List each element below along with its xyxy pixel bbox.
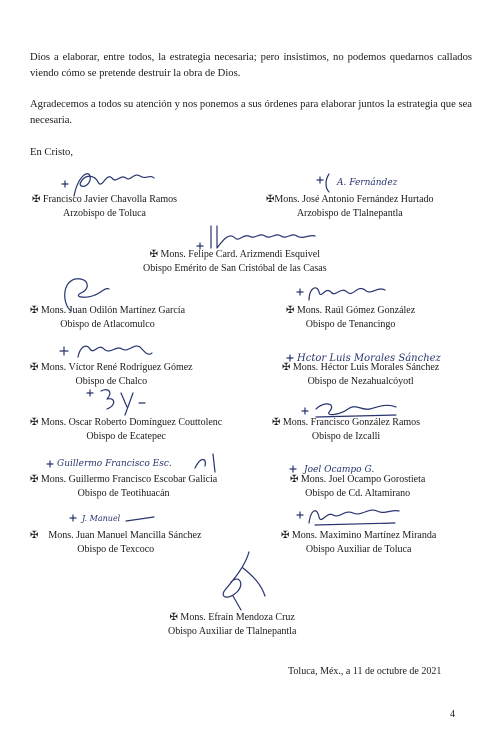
signatory-block: [282, 361, 439, 388]
signatory-block: [286, 304, 415, 331]
signature-dominguez: [85, 385, 175, 417]
signatory-block: [32, 193, 177, 220]
signatory-block: [281, 529, 436, 556]
closing-paragraph: Dios a elaborar, entre todos, la estrategia necesaria; pero insistimos, no podemos quedarnos callados viendo cómo se pretende destruir la obra de Dios.: [30, 52, 472, 79]
signatory-block: [30, 361, 193, 388]
thanks-paragraph: Agradecemos a todos su atención y nos ponemos a sus órdenes para elaborar juntos la estrategia que sea necesaria.: [30, 99, 472, 126]
signatory-name: ✠ Mons. Oscar Roberto Domínguez Couttolenc: [30, 417, 223, 428]
signatory-title: Arzobispo de Tlalnepantla: [296, 207, 403, 219]
signatory-title: Obispo de Nezahualcóyotl: [307, 375, 414, 387]
signatory-block: [30, 416, 222, 443]
signatory-block: [143, 248, 327, 275]
signatory-block: [30, 473, 217, 500]
svg-text:A. Fernández: A. Fernández: [337, 178, 398, 188]
salutation: En Cristo,: [30, 147, 73, 158]
svg-text:J. Manuel: J. Manuel: [82, 514, 121, 523]
signature-mendoza: [205, 548, 275, 614]
signatory-block: [266, 193, 434, 220]
signatory-name: ✠ Mons. Felipe Card. Arizmendi Esquivel: [149, 249, 320, 260]
signatory-block: [30, 529, 201, 556]
signature-gomez-gonzalez: [295, 280, 395, 306]
signatory-block: [272, 416, 420, 443]
signatory-name: ✠ Mons. Héctor Luis Morales Sánchez: [282, 362, 440, 373]
signatory-title: Obispo Auxiliar de Tlalnepantla: [168, 625, 297, 637]
signatory-name: ✠Mons. José Antonio Fernández Hurtado: [266, 194, 434, 205]
signatory-block: [290, 473, 425, 500]
signatory-name: ✠ Mons. Juan Manuel Mancilla Sánchez: [30, 530, 202, 541]
signatory-name: ✠ Mons. Francisco González Ramos: [272, 417, 421, 428]
signatory-title: Obispo de Teotihuacán: [77, 487, 170, 499]
signatory-title: Obispo Emérito de San Cristóbal de las Casas: [143, 262, 327, 274]
signatory-block: [168, 611, 296, 638]
signatory-title: Obispo de Izcalli: [311, 430, 381, 442]
signatory-block: [30, 304, 185, 331]
signatory-name: ✠ Mons. Guillermo Francisco Escobar Galicia: [30, 474, 218, 485]
signature-martinez-miranda: [295, 503, 405, 529]
signatory-title: Obispo de Tenancingo: [305, 318, 396, 330]
page-number: 4: [450, 709, 455, 720]
signatory-name: ✠ Mons. Raúl Gómez González: [286, 305, 416, 316]
signatory-title: Obispo de Texcoco: [77, 543, 155, 555]
svg-text:Guillermo Francisco Esc.: Guillermo Francisco Esc.: [57, 459, 172, 469]
signatory-title: Obispo de Atlacomulco: [60, 318, 155, 330]
signature-mancilla: [68, 507, 158, 529]
signatory-title: Obispo de Ecatepec: [86, 430, 166, 442]
signatory-name: ✠ Mons. Maximino Martínez Miranda: [281, 530, 437, 541]
signatory-title: Arzobispo de Toluca: [63, 207, 146, 219]
signatory-title: Obispo de Chalco: [75, 375, 148, 387]
signatory-name: ✠ Mons. Joel Ocampo Gorostieta: [290, 474, 426, 485]
signatory-name: ✠ Francisco Javier Chavolla Ramos: [32, 194, 178, 205]
signatory-name: ✠ Mons. Víctor René Rodríguez Gómez: [30, 362, 193, 373]
signatory-title: Obispo Auxiliar de Toluca: [305, 543, 412, 555]
signatory-name: ✠ Mons. Efraín Mendoza Cruz: [169, 612, 295, 623]
svg-text:Hctor Luis Morales Sánchez: Hctor Luis Morales Sánchez: [297, 353, 441, 364]
svg-text:Joel Ocampo G.: Joel Ocampo G.: [304, 465, 375, 475]
place-date: Toluca, Méx., a 11 de octubre de 2021: [288, 666, 442, 677]
signatory-name: ✠ Mons. Juan Odilón Martínez García: [30, 305, 186, 316]
signatory-title: Obispo de Cd. Altamirano: [305, 487, 411, 499]
